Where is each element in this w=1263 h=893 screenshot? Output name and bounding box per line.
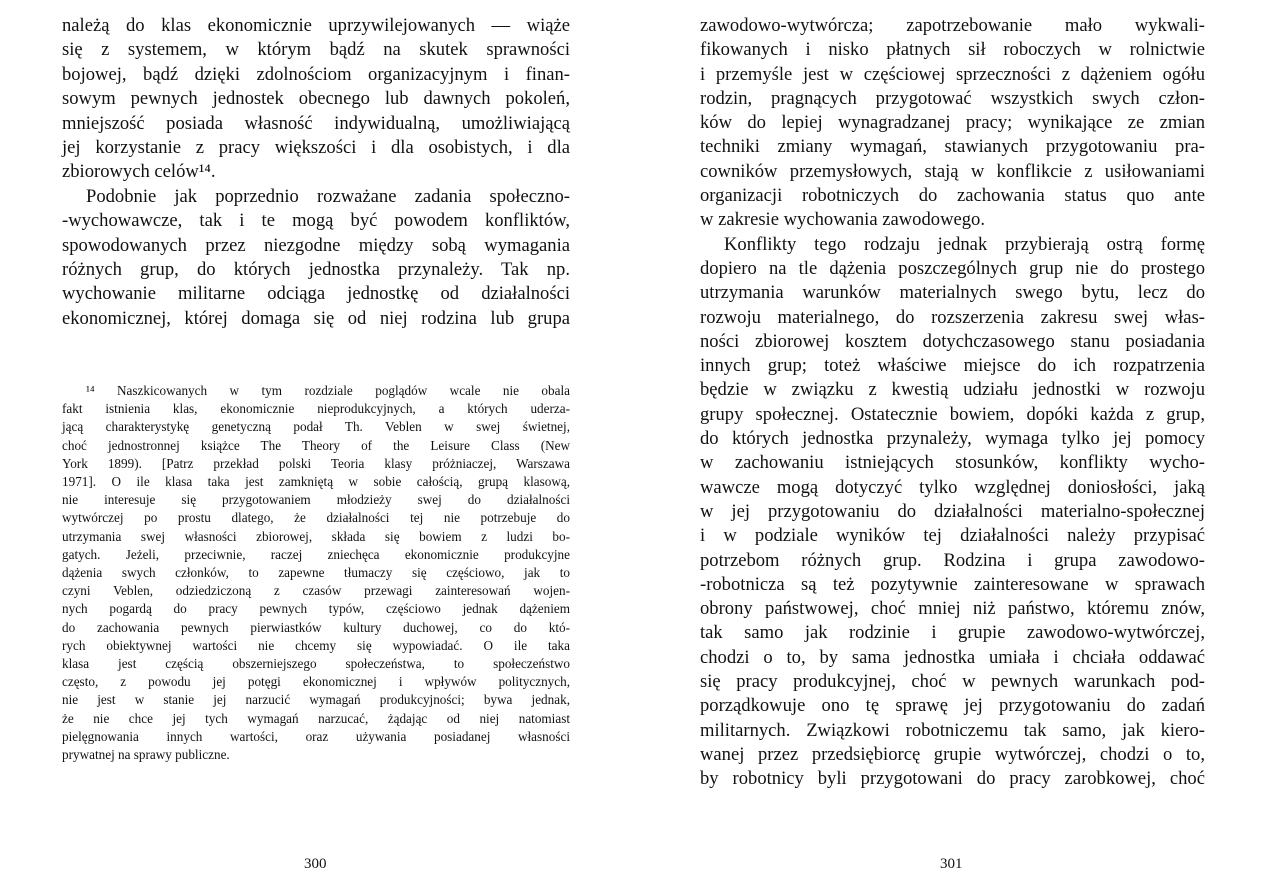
- right-body-text: [700, 14, 1205, 792]
- right-line: ków do lepiej wynagradzanej pracy; wynikające ze zmian: [700, 112, 1205, 134]
- right-line: w zakresie wychowania zawodowego.: [700, 209, 985, 231]
- left-line: zbiorowych celów¹⁴.: [62, 161, 216, 183]
- right-line: innych grup; toteż właściwe miejsce do ich rozpatrzenia: [700, 355, 1205, 377]
- right-line: militarnych. Związkowi robotniczemu tak samo, jak kiero-: [700, 719, 1205, 741]
- right-line: obrony państwowej, choć mniej niż państwo, któremu znów,: [700, 598, 1205, 620]
- footnote-line: że nie chce jej tych wymagań narzucać, żądając od niej natomiast: [62, 710, 570, 726]
- footnote-line: pielęgnowania innych wartości, oraz używania posiadanej własności: [62, 728, 570, 744]
- footnote-line: dążenia swych członków, to zapewne tłumaczy się częściowo, jak to: [62, 565, 570, 581]
- right-line: techniki zmiany wymagań, stawianych przygotowaniu pra-: [700, 136, 1205, 158]
- right-line: ności zbiorowej kosztem dotychczasowego stanu posiadania: [700, 330, 1205, 352]
- footnote-line: nie interesuje się przygotowaniem młodzieży swej do działalności: [62, 492, 570, 508]
- footnote-line: często, z powodu jej potęgi ekonomicznej i wpływów politycznych,: [62, 674, 570, 690]
- left-line: -wychowawcze, tak i te mogą być powodem konfliktów,: [62, 210, 570, 232]
- left-line: ekonomicznej, której domaga się od niej rodzina lub grupa: [62, 307, 570, 329]
- right-line: grupy społecznej. Ostatecznie bowiem, dopóki każda z grup,: [700, 403, 1205, 425]
- right-line: tak samo jak rodzinie i grupie zawodowo-wytwórczej,: [700, 622, 1205, 644]
- footnote-line: prywatnej na sprawy publiczne.: [62, 747, 230, 763]
- page-number-left: 300: [304, 856, 327, 872]
- footnote-14: [62, 382, 570, 764]
- page-number-right: 301: [940, 856, 963, 872]
- left-line: wychowanie militarne odciąga jednostkę od działalności: [62, 283, 570, 305]
- right-line: cowników przemysłowych, stają w konflikcie z usiłowaniami: [700, 160, 1205, 182]
- left-line: się z systemem, w którym bądź na skutek sprawności: [62, 39, 570, 61]
- left-line: sowym pewnych jednostek obecnego lub dawnych pokoleń,: [62, 88, 570, 110]
- footnote-line: czyni Veblen, odziedziczoną z czasów przewagi zainteresowań wojen-: [62, 583, 570, 599]
- footnote-line: fakt istnienia klas, ekonomicznie nieprodukcyjnych, a których uderza-: [62, 401, 570, 417]
- right-line: się pracy produkcyjnej, choć w pewnych warunkach pod-: [700, 671, 1205, 693]
- right-line: będzie w związku z kwestią udziału jednostki w rozwoju: [700, 379, 1205, 401]
- footnote-line: klasa jest częścią obszerniejszego społeczeństwa, to społeczeństwo: [62, 656, 570, 672]
- right-line: dopiero na tle dążenia poszczególnych grup nie do prostego: [700, 257, 1205, 279]
- right-line: Konflikty tego rodzaju jednak przybierają ostrą formę: [724, 233, 1205, 255]
- left-line: spowodowanych przez niezgodne między sobą wymagania: [62, 234, 570, 256]
- footnote-line: do zachowania pewnych pierwiastków kultury duchowej, co do któ-: [62, 619, 570, 635]
- footnote-line: nych pogardą do pracy pewnych typów, częściowo jednak dążeniem: [62, 601, 570, 617]
- left-line: różnych grup, do których jednostka przynależy. Tak np.: [62, 259, 570, 281]
- right-line: utrzymania warunków materialnych swego bytu, lecz do: [700, 282, 1205, 304]
- left-line: mniejszość posiada własność indywidualną, umożliwiającą: [62, 112, 570, 134]
- right-line: w zachowaniu istniejących stosunków, konflikty wycho-: [700, 452, 1205, 474]
- right-line: -robotnicza są też pozytywnie zainteresowane w sprawach: [700, 573, 1205, 595]
- right-line: fikowanych i nisko płatnych sił roboczych w rolnictwie: [700, 39, 1205, 61]
- left-line: należą do klas ekonomicznie uprzywilejowanych — wiąże: [62, 15, 570, 36]
- right-line: porządkowuje ono tę sprawę jej przygotowaniu do zadań: [700, 695, 1205, 717]
- left-line: jej korzystanie z pracy większości i dla osobistych, i dla: [62, 137, 570, 159]
- right-line: i przemyśle jest w częściowej sprzeczności z dążeniem ogółu: [700, 63, 1205, 85]
- right-line: do których jednostka przynależy, wymaga tylko jej pomocy: [700, 428, 1205, 450]
- right-line: w jej przygotowaniu do działalności materialno-społecznej: [700, 500, 1205, 522]
- right-line: i w podziale wyników tej działalności należy przypisać: [700, 525, 1205, 547]
- footnote-line: rych obiektywnej wartości nie chcemy się wypowiadać. O ile taka: [62, 637, 570, 653]
- footnote-line: wytwórczej po prostu dlatego, że działalności tej nie potrzebuje do: [62, 510, 570, 526]
- right-line: potrzebom różnych grup. Rodzina i grupa zawodowo-: [700, 549, 1205, 571]
- left-body-text: [62, 14, 570, 331]
- footnote-line: 1971]. O ile klasa taka jest zamkniętą w sobie całością, grupą klasową,: [62, 474, 570, 490]
- footnote-line: choć jednostronnej książce The Theory of the Leisure Class (New: [62, 437, 570, 453]
- right-line: wanej przez przedsiębiorcę grupie wytwórczej, chodzi o to,: [700, 743, 1205, 765]
- right-line: rodzin, pragnących przygotować wszystkich swych człon-: [700, 87, 1205, 109]
- right-line: organizacji robotniczych do zachowania status quo ante: [700, 185, 1205, 207]
- footnote-line: nie jest w stanie jej narzucić wymagań produkcyjności; bywa jednak,: [62, 692, 570, 708]
- footnote-line: utrzymania swej własności zbiorowej, składa się bowiem z ludzi bo-: [62, 528, 570, 544]
- right-line: rozwoju materialnego, do rozszerzenia zakresu swej włas-: [700, 306, 1205, 328]
- footnote-line: York 1899). [Patrz przekład polski Teoria klasy próżniaczej, Warszawa: [62, 455, 570, 471]
- left-line: bojowej, bądź dzięki zdolnościom organizacyjnym i finan-: [62, 63, 570, 85]
- right-line: zawodowo-wytwórcza; zapotrzebowanie mało wykwali-: [700, 15, 1205, 36]
- right-line: chodzi o to, by sama jednostka umiała i chciała oddawać: [700, 646, 1205, 668]
- left-line: Podobnie jak poprzednio rozważane zadania społeczno-: [86, 185, 570, 207]
- footnote-line: jącą charakterystykę genetyczną podał Th. Veblen w swej świetnej,: [62, 419, 570, 435]
- right-line: wawcze mogą dotyczyć tylko względnej doniosłości, jaką: [700, 476, 1205, 498]
- footnote-line: gatych. Jeżeli, przeciwnie, raczej zniechęca ekonomicznie produkcyjne: [62, 546, 570, 562]
- footnote-line: ¹⁴ Naszkicowanych w tym rozdziale poglądów wcale nie obala: [86, 383, 570, 398]
- right-line: by robotnicy byli przygotowani do pracy zarobkowej, choć: [700, 768, 1205, 790]
